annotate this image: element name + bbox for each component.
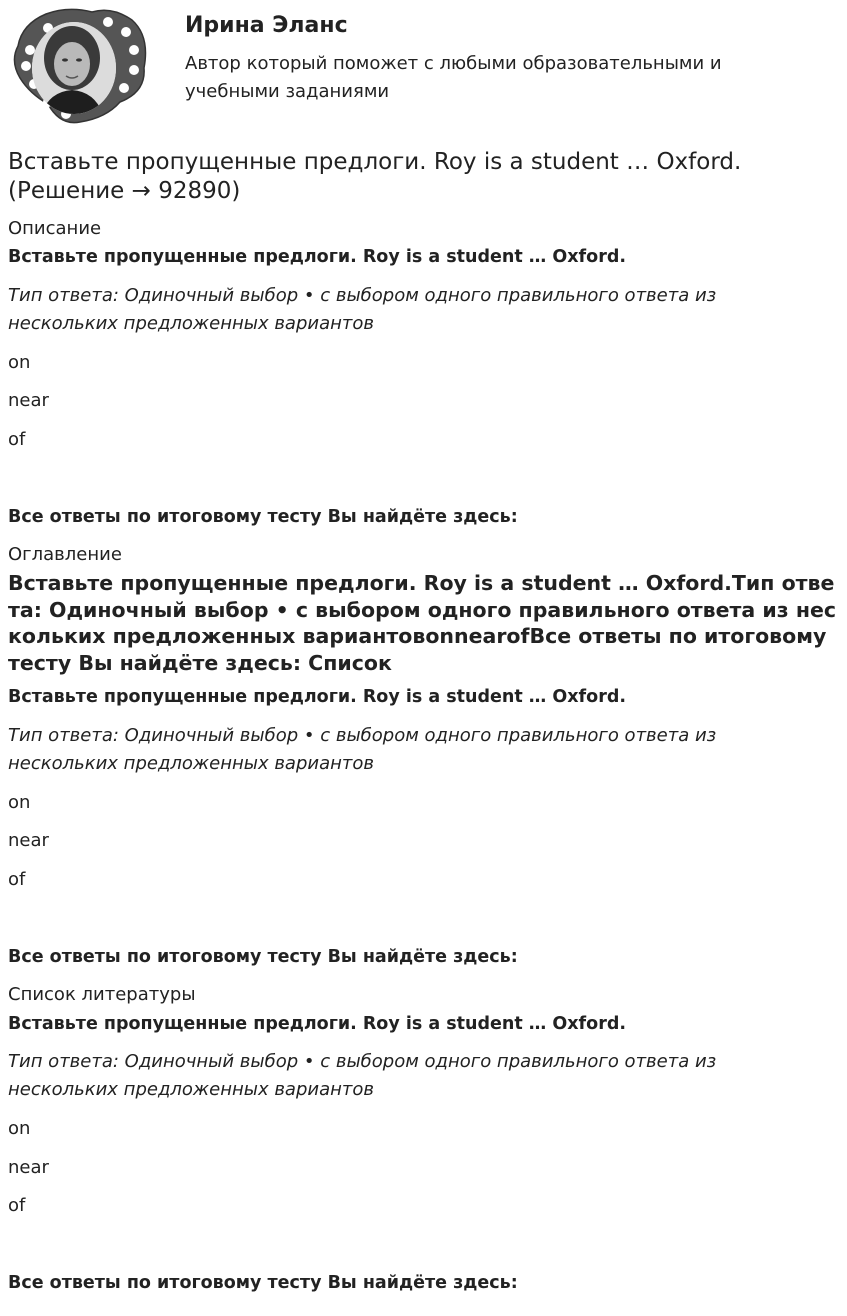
author-name[interactable]: Ирина Эланс xyxy=(185,13,348,38)
answers-footer: Все ответы по итоговому тесту Вы найдёте здесь: xyxy=(8,947,518,967)
section-label-description: Описание xyxy=(8,218,102,239)
option-item: of xyxy=(8,1195,26,1216)
toc-heading[interactable]: Вставьте пропущенные предлоги. Roy is a student … Oxford.Тип ответа: Одиночный выбор • с выбором одного правильного ответа из нескольких предложенных вариантовonnearofВсе ответы по итоговому тесту Вы найдёте здесь: Список xyxy=(8,571,837,675)
author-card xyxy=(8,0,839,130)
question-text: Вставьте пропущенные предлоги. Roy is a student … Oxford. xyxy=(8,687,626,707)
question-text: Вставьте пропущенные предлоги. Roy is a student … Oxford. xyxy=(8,247,626,267)
page-title: Вставьте пропущенные предлоги. Roy is a student … Oxford. (Решение → 92890) xyxy=(8,149,742,204)
answer-type: Тип ответа: Одиночный выбор • с выбором одного правильного ответа из нескольких предложенных вариантов xyxy=(8,285,717,334)
option-item: of xyxy=(8,869,26,890)
answer-type: Тип ответа: Одиночный выбор • с выбором одного правильного ответа из нескольких предложенных вариантов xyxy=(8,725,717,774)
answers-footer: Все ответы по итоговому тесту Вы найдёте здесь: xyxy=(8,507,518,527)
answers-footer: Все ответы по итоговому тесту Вы найдёте здесь: xyxy=(8,1273,518,1293)
author-avatar[interactable] xyxy=(8,6,150,126)
answer-type: Тип ответа: Одиночный выбор • с выбором одного правильного ответа из нескольких предложенных вариантов xyxy=(8,1051,717,1100)
option-item: near xyxy=(8,1157,49,1178)
option-item: on xyxy=(8,1118,31,1139)
option-item: on xyxy=(8,352,31,373)
question-text: Вставьте пропущенные предлоги. Roy is a student … Oxford. xyxy=(8,1014,626,1034)
section-label-literature: Список литературы xyxy=(8,984,196,1005)
option-item: near xyxy=(8,390,49,411)
option-item: of xyxy=(8,429,26,450)
option-item: near xyxy=(8,830,49,851)
section-label-toc: Оглавление xyxy=(8,544,122,565)
author-description: Автор который поможет с любыми образовательными и учебными заданиями xyxy=(185,53,722,102)
option-item: on xyxy=(8,792,31,813)
page xyxy=(8,0,839,1293)
